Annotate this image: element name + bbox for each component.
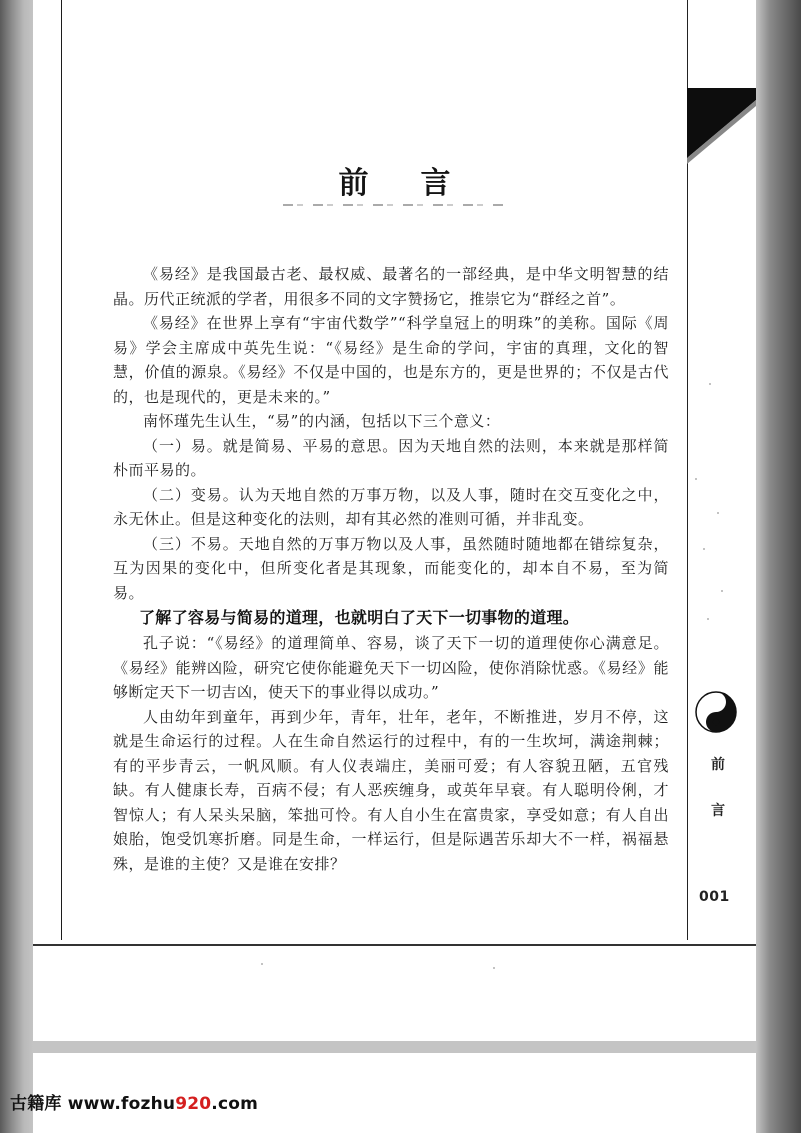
paragraph: 南怀瑾先生认生，“易”的内涵，包括以下三个意义： [143,412,501,430]
scan-speck [695,478,697,480]
scan-speck [493,967,495,969]
scan-speck [721,590,723,592]
paragraph: 《易经》是我国最古老、最权威、最著名的一部经典，是中华文明智慧的结晶。历代正统派的学者，用很多不同的文字赞扬它，推崇它为“群经之首”。 [113,265,669,308]
scan-speck [703,548,705,550]
watermark-url-prefix: www.fozhu [67,1094,176,1114]
scan-speck [709,383,711,385]
section-heading: 了解了容易与简易的道理，也就明白了天下一切事物的道理。 [139,608,580,627]
side-label-yan: 言 [711,803,725,819]
corner-triangle-decoration [687,88,756,168]
paragraph: （三）不易。天地自然的万事万物以及人事，虽然随时随地都在错综复杂，互为因果的变化中，但所变化者是其现象，而能变化的，却本自不易，至为简易。 [113,534,669,602]
paragraph: 孔子说：“《易经》的道理简单、容易，谈了天下一切的道理使你心满意足。《易经》能辨凶险，研究它使你能避免天下一切凶险，使你消除忧惑。《易经》能够断定天下一切吉凶，使天下的事业得以成功。” [113,634,669,701]
watermark-url-suffix: .com [211,1094,259,1114]
paragraph: 《易经》在世界上享有“宇宙代数学”“科学皇冠上的明珠”的美称。国际《周易》学会主席成中英先生说：“《易经》是生命的学问，宇宙的真理，文化的智慧，价值的源泉。《易经》不仅是中国的，也是东方的，更是世界的；不仅是古代的，也是现代的，更是未来的。” [113,314,669,406]
left-margin-line [61,0,62,940]
paragraph: （一）易。就是简易、平易的意思。因为天地自然的法则，本来就是那样简朴而平易的。 [113,436,669,479]
watermark [10,1089,258,1114]
title-underline [283,204,503,206]
watermark-url-number: 920 [175,1094,212,1114]
book-page [33,0,756,1041]
paragraph: 人由幼年到童年，再到少年，青年，壮年，老年，不断推进，岁月不停，这就是生命运行的过程。人在生命自然运行的过程中，有的一生坎坷，满途荆棘；有的平步青云，一帆风顺。有人仪表端庄，美丽可爱；有人容貌丑陋，五官残缺。有人健康长寿，百病不侵；有人恶疾缠身，或英年早衰。有人聪明伶俐，才智惊人；有人呆头呆脑，笨拙可怜。有人自小生在富贵家，享受如意；有人自出娘胎，饱受饥寒折磨。同是生命，一样运行，但是际遇苦乐却大不一样，祸福悬殊，是谁的主使？又是谁在安排？ [113,707,669,873]
page-title: 前言 [338,166,503,201]
scan-speck [261,963,263,965]
page-bottom-rule [33,944,756,946]
yin-yang-icon [694,690,738,734]
scan-speck [717,512,719,514]
page-number: 001 [699,889,730,905]
scan-speck [707,618,709,620]
paragraph: （二）变易。认为天地自然的万事万物，以及人事，随时在交互变化之中，永无休止。但是这种变化的法则，却有其必然的准则可循，并非乱变。 [113,485,669,528]
watermark-site-name: 古籍库 [10,1094,62,1114]
side-label-qian: 前 [711,757,725,773]
body-text [113,262,669,876]
